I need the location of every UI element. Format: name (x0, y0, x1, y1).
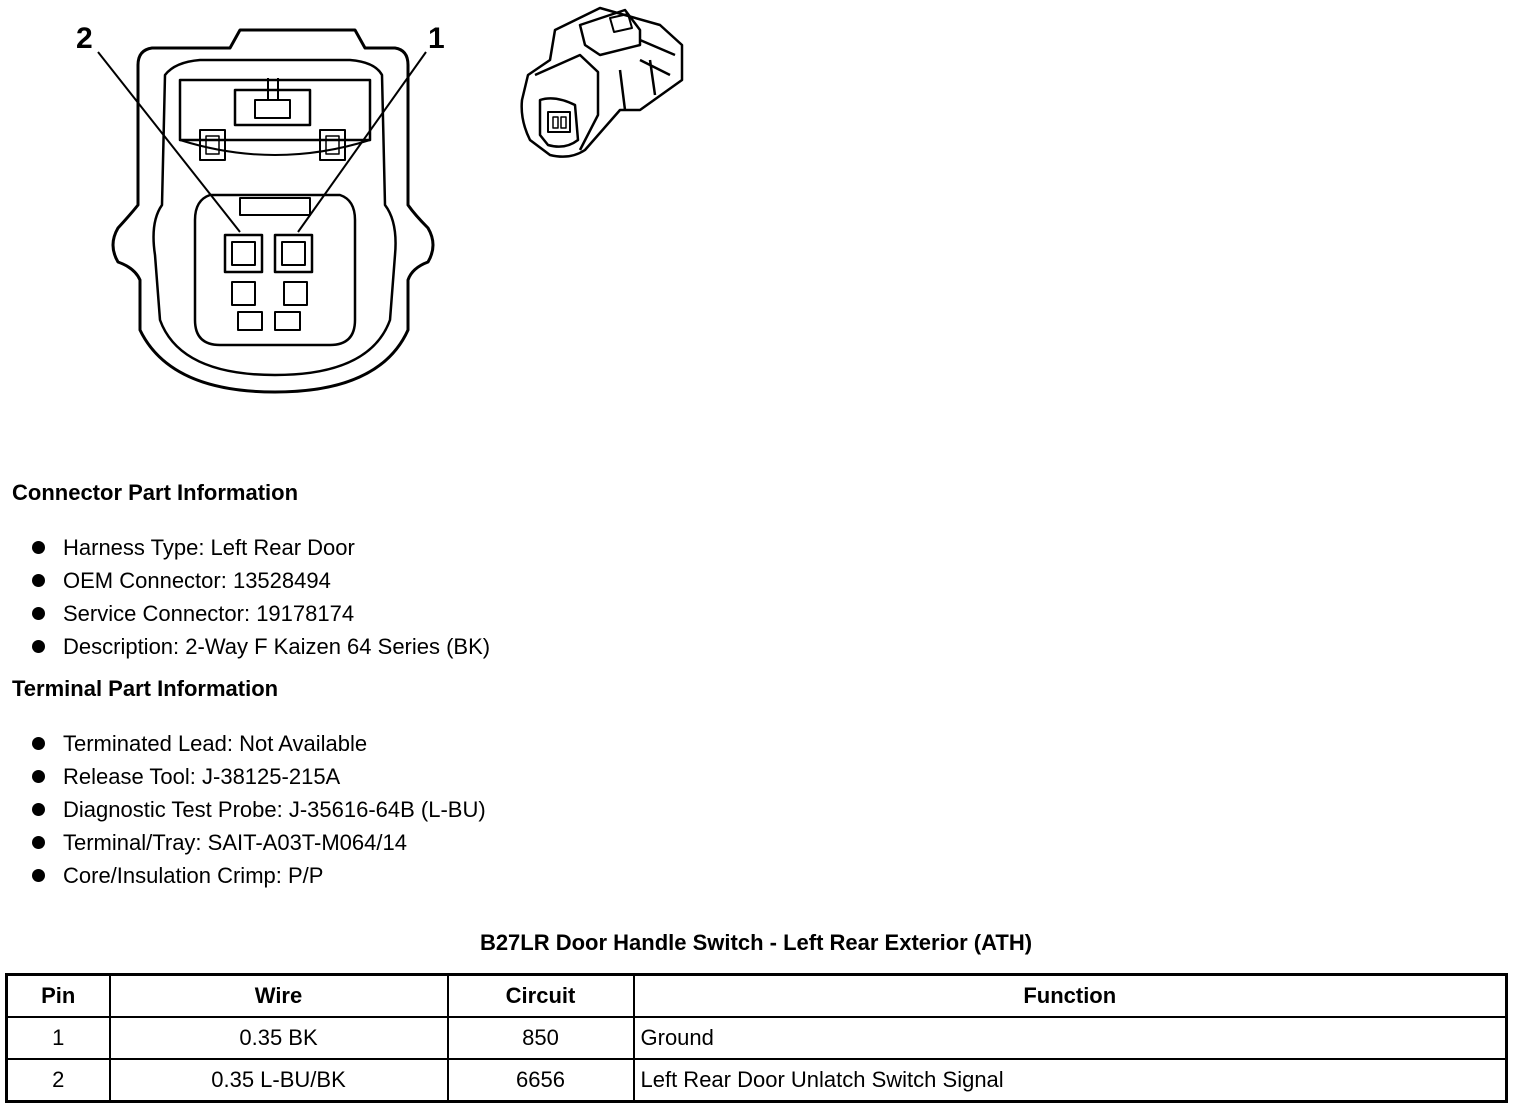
list-item: OEM Connector: 13528494 (30, 564, 490, 597)
column-header-function: Function (634, 975, 1507, 1018)
pin-1-label: 1 (428, 22, 445, 55)
cell-pin: 1 (7, 1017, 110, 1059)
table-row (7, 1059, 1507, 1102)
bullet-icon (32, 574, 45, 587)
bullet-icon (32, 869, 45, 882)
bullet-icon (32, 836, 45, 849)
cell-wire: 0.35 BK (110, 1017, 448, 1059)
pinout-table (5, 973, 1508, 1103)
bullet-icon (32, 607, 45, 620)
connector-part-info-title: Connector Part Information (12, 480, 299, 505)
list-item: Release Tool: J-38125-215A (30, 760, 486, 793)
cell-function: Left Rear Door Unlatch Switch Signal (634, 1059, 1507, 1102)
bullet-icon (32, 770, 45, 783)
column-header-pin: Pin (7, 975, 110, 1018)
bullet-icon (32, 541, 45, 554)
pin-2-label: 2 (76, 22, 93, 55)
column-header-circuit: Circuit (448, 975, 634, 1018)
list-item: Harness Type: Left Rear Door (30, 531, 490, 564)
column-header-wire: Wire (110, 975, 448, 1018)
terminal-part-info-title: Terminal Part Information (12, 676, 279, 701)
table-row (7, 1017, 1507, 1059)
connector-part-info-list (30, 531, 490, 663)
list-item: Description: 2-Way F Kaizen 64 Series (BK) (30, 630, 490, 663)
list-item: Terminated Lead: Not Available (30, 727, 486, 760)
list-item: Diagnostic Test Probe: J-35616-64B (L-BU) (30, 793, 486, 826)
cell-wire: 0.35 L-BU/BK (110, 1059, 448, 1102)
list-item: Terminal/Tray: SAIT-A03T-M064/14 (30, 826, 486, 859)
cell-circuit: 6656 (448, 1059, 634, 1102)
list-item: Service Connector: 19178174 (30, 597, 490, 630)
terminal-part-info-list (30, 727, 486, 892)
connector-diagram (0, 0, 720, 420)
table-header-row (7, 975, 1507, 1018)
bullet-icon (32, 737, 45, 750)
bullet-icon (32, 640, 45, 653)
table-title: B27LR Door Handle Switch - Left Rear Exterior (ATH) (479, 930, 1033, 955)
cell-function: Ground (634, 1017, 1507, 1059)
bullet-icon (32, 803, 45, 816)
list-item: Core/Insulation Crimp: P/P (30, 859, 486, 892)
connector-face-drawing (0, 0, 720, 420)
connector-iso-view (522, 8, 682, 157)
cell-circuit: 850 (448, 1017, 634, 1059)
cell-pin: 2 (7, 1059, 110, 1102)
